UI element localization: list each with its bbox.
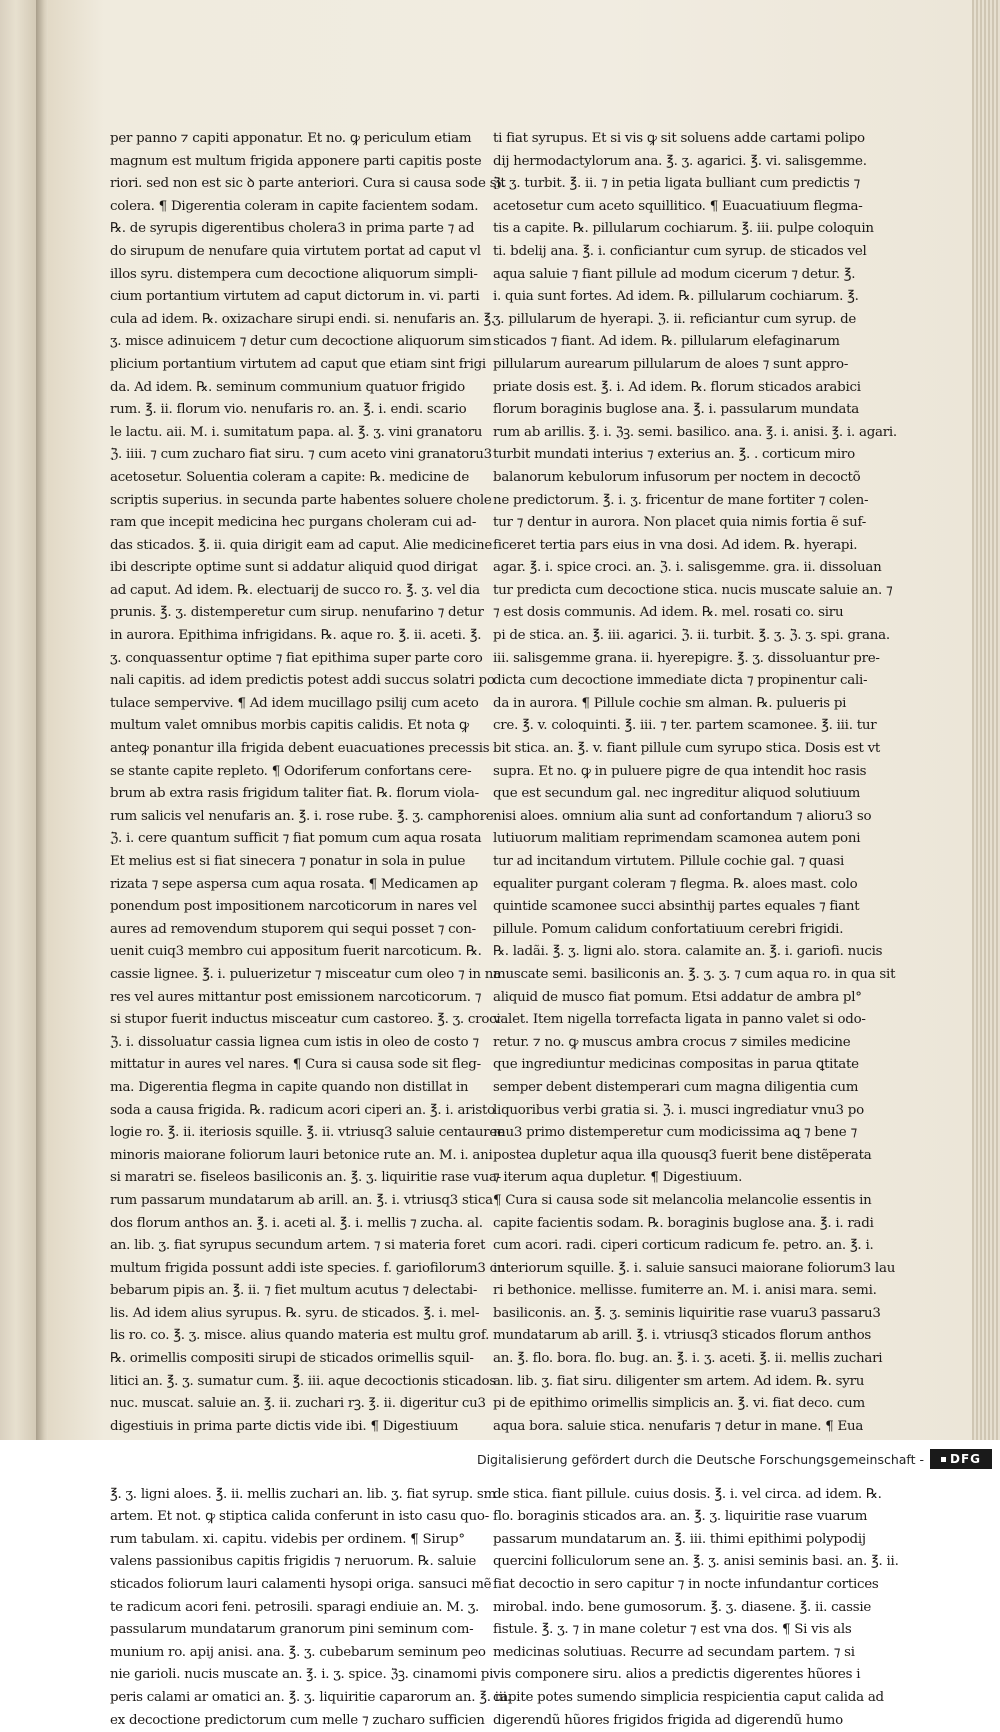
text-line: turbit mundati interius ⁊ exterius an. ℥. . corticum miro [493, 447, 855, 463]
text-line: pillule. Pomum calidum confortatiuum cerebri frigidi. [493, 921, 844, 937]
text-line: semper debent distemperari cum magna diligentia cum [493, 1079, 859, 1095]
text-line: litici an. ℥. ʒ. sumatur cum. ℥. iii. aque decoctionis sticados [110, 1373, 496, 1389]
text-line: digerendũ hũores frigidos frigida ad digerendũ humo [493, 1712, 843, 1728]
text-line: magnum est multum frigida apponere parti capitis poste [110, 153, 482, 169]
text-line: fiat decoctio in sero capitur ⁊ in nocte infundantur cortices [493, 1577, 879, 1592]
text-line: aures ad removendum stuporem qui sequi posset ⁊ con- [110, 921, 476, 937]
previous-page-text-fragment [0, 160, 32, 760]
text-line: ne predictorum. ℥. i. ʒ. fricentur de mane fortiter ⁊ colen- [493, 492, 869, 508]
text-line: capite potes sumendo simplicia respicientia caput calida ad [493, 1689, 884, 1705]
text-line: aliquid de musco fiat pomum. Etsi addatur de ambra pl° [493, 989, 862, 1005]
text-line: ʒ. misce adinuicem ⁊ detur cum decoctione aliquorum sim [110, 334, 492, 350]
text-line: quercini folliculorum sene an. ℥. ʒ. anisi seminis basi. an. ℥. ii. [493, 1554, 899, 1570]
text-line: cum acori. radi. ciperi corticum radicum fe. petro. an. ℥. i. [493, 1238, 874, 1254]
text-line: ℨ. i. dissoluatur cassia lignea cum istis in oleo de costo ⁊ [110, 1034, 479, 1050]
text-line: pillularum aurearum pillularum de aloes ⁊ sunt appro- [493, 356, 849, 372]
text-line: supra. Et no. ꝙ in puluere pigre de qua intendit hoc rasis [493, 763, 867, 779]
text-line: tur ad incitandum virtutem. Pillule cochie gal. ⁊ quasi [493, 854, 845, 869]
text-line: scriptis superius. in secunda parte habentes soluere chole [110, 492, 492, 508]
text-line: anteꝙ ponantur illa frigida debent euacuationes precessis [110, 741, 490, 757]
text-line: ad caput. Ad idem. ℞. electuarij de succo ro. ℥. ʒ. vel dia [110, 582, 480, 598]
text-line: postea dupletur aqua illa quousq3 fuerit bene distẽperata [493, 1147, 872, 1163]
text-line: prunis. ℥. ʒ. distemperetur cum sirup. nenufarino ⁊ detur [110, 605, 484, 621]
text-line: soda a causa frigida. ℞. radicum acori ciperi an. ℥. i. aristo [110, 1102, 495, 1118]
text-line: plicium portantium virtutem ad caput que etiam sint frigi [110, 356, 486, 372]
text-line: pi de stica. an. ℥. iii. agarici. ℨ. ii. turbit. ℥. ʒ. ℨ. ʒ. spi. grana. [493, 628, 890, 644]
text-line: minoris maiorane foliorum lauri betonice rute an. M. i. ani [110, 1147, 493, 1163]
text-line: ⁊ iterum aqua dupletur. ¶ Digestiuum. [493, 1170, 743, 1186]
text-line: ¶ Cura si causa sode sit melancolia melancolie essentis in [493, 1192, 872, 1208]
text-line: rum salicis vel nenufaris an. ℥. i. rose rube. ℥. ʒ. camphore [110, 808, 494, 824]
text-line: mu3 primo distemperetur cum modicissima aꝗ ⁊ bene ⁊ [493, 1125, 857, 1141]
text-line: ⁊ est dosis communis. Ad idem. ℞. mel. rosati co. siru [493, 605, 844, 621]
text-line: an. lib. ʒ. fiat syrupus secundum artem. ⁊ si materia foret [110, 1238, 486, 1254]
text-line: bebarum pipis an. ℥. ii. ⁊ fiet multum acutus ⁊ delectabi- [110, 1283, 478, 1299]
text-line: ma. Digerentia flegma in capite quando non distillat in [110, 1079, 469, 1095]
text-line: ℥. ʒ. ligni aloes. ℥. ii. mellis zuchari an. lib. ʒ. fiat syrup. sm [110, 1486, 496, 1502]
text-line: ℞. orimellis compositi sirupi de sticados orimellis squil- [110, 1351, 474, 1367]
text-line: rum ab arillis. ℥. i. ℨꝫ. semi. basilico. ana. ℥. i. anisi. ℥. i. agari. [493, 424, 897, 440]
text-line: ponendum post impositionem narcoticorum in nares vel [110, 899, 477, 915]
text-line: rizata ⁊ sepe aspersa cum aqua rosata. ¶ Medicamen ap [110, 876, 478, 892]
text-line: tulace sempervive. ¶ Ad idem mucillago psilij cum aceto [110, 695, 479, 711]
text-line: lis ro. co. ℥. ʒ. misce. alius quando materia est multu grof. [110, 1328, 490, 1344]
text-line: digestiuis in prima parte dictis vide ibi. ¶ Digestiuum [110, 1418, 459, 1434]
text-line: rum. ℥. ii. florum vio. nenufaris ro. an. ℥. i. endi. scario [110, 402, 467, 418]
left-text-column [110, 128, 511, 1732]
footer-bar [0, 1440, 1000, 1479]
text-line: ram que incepit medicina hec purgans choleram cui ad- [110, 515, 477, 531]
text-line: ℨ. i. cere quantum sufficit ⁊ fiat pomum cum aqua rosata [110, 831, 482, 847]
right-text-column [493, 128, 899, 1732]
text-line: mittatur in aures vel nares. ¶ Cura si causa sode sit fleg- [110, 1057, 481, 1073]
text-line: medicinas solutiuas. Recurre ad secundam partem. ⁊ si [493, 1644, 855, 1660]
text-line: vis componere siru. alios a predictis digerentes hũores i [493, 1667, 861, 1683]
text-line: uenit cuiq3 membro cui appositum fuerit narcoticum. ℞. [110, 944, 482, 960]
text-line: quintide scamonee succi absinthij partes equales ⁊ fiant [493, 899, 860, 915]
text-line: an. lib. ʒ. fiat siru. diligenter sm artem. Ad idem. ℞. syru [493, 1373, 865, 1389]
text-line: multum frigida possunt addi iste species. f. gariofilorum3 cu [110, 1260, 506, 1276]
text-line: se stante capite repleto. ¶ Odoriferum confortans cere- [110, 763, 472, 779]
text-line: balanorum kebulorum infusorum per noctem in decoctõ [493, 469, 861, 485]
text-line: tis a capite. ℞. pillularum cochiarum. ℥. iii. pulpe coloquin [493, 221, 874, 237]
text-line: que est secundum gal. nec ingreditur aliquod solutiuum [493, 786, 861, 802]
text-line: do sirupum de nenufare quia virtutem portat ad caput vl [110, 243, 481, 259]
text-line: ℞. de syrupis digerentibus cholera3 in prima parte ⁊ ad [110, 221, 475, 237]
text-line: valens passionibus capitis frigidis ⁊ neruorum. ℞. saluie [110, 1554, 477, 1570]
text-line: ℨ. ʒ. turbit. ℥. ii. ⁊ in petia ligata bulliant cum predictis ⁊ [493, 176, 860, 192]
text-line: de stica. fiant pillule. cuius dosis. ℥. i. vel circa. ad idem. ℞. [493, 1486, 882, 1502]
text-line: aqua bora. saluie stica. nenufaris ⁊ detur in mane. ¶ Eua [493, 1418, 864, 1434]
text-line: nie garioli. nucis muscate an. ℥. i. ʒ. spice. ℨꝫ. cinamomi pi [110, 1667, 494, 1683]
text-line: ℞. ladãi. ℥. ʒ. ligni alo. stora. calamite an. ℥. i. gariofi. nucis [493, 944, 883, 960]
text-line: si maratri se. fiseleos basiliconis an. ℥. ʒ. liquiritie rase vua- [110, 1170, 502, 1186]
text-line: cassie lignee. ℥. i. puluerizetur ⁊ misceatur cum oleo ⁊ in na [110, 966, 501, 982]
text-line: peris calami ar omatici an. ℥. ʒ. liquiritie caparorum an. ℥. iii. [110, 1689, 511, 1705]
text-line: cula ad idem. ℞. oxizachare sirupi endi. si. nenufaris an. ℥. [110, 311, 495, 327]
text-line: illos syru. distempera cum decoctione aliquorum simpli- [110, 266, 478, 282]
text-line: agar. ℥. i. spice croci. an. ℨ. i. salisgemme. gra. ii. dissoluan [493, 560, 882, 576]
text-line: cium portantium virtutem ad caput dictorum in. vi. parti [110, 289, 480, 305]
previous-page-edge [0, 0, 40, 1440]
text-line: da. Ad idem. ℞. seminum communium quatuor frigido [110, 379, 465, 395]
text-line: que ingrediuntur medicinas compositas in parua ꝗtitate [493, 1057, 859, 1073]
funding-credit: Digitalisierung gefördert durch die Deutsche Forschungsgemeinschaft - [476, 1452, 924, 1467]
text-line: lutiuorum malitiam reprimendam scamonea autem poni [493, 831, 861, 847]
text-line: flo. boraginis sticados ara. an. ℥. ʒ. liquiritie rase vuarum [493, 1509, 868, 1525]
text-line: aqua saluie ⁊ fiant pillule ad modum cicerum ⁊ detur. ℥. [493, 266, 856, 282]
text-line: rum tabulam. xi. capitu. videbis per ordinem. ¶ Sirup° [110, 1531, 465, 1547]
dfg-logo [930, 1449, 992, 1469]
text-line: cre. ℥. v. coloquinti. ℥. iii. ⁊ ter. partem scamonee. ℥. iii. tur [493, 718, 877, 734]
text-line: passularum mundatarum granorum pini seminum com- [110, 1622, 474, 1638]
text-line: si stupor fuerit inductus misceatur cum castoreo. ℥. ʒ. croci [110, 1012, 501, 1028]
text-line: colera. ¶ Digerentia coleram in capite facientem sodam. [110, 198, 479, 214]
text-line: ri bethonice. mellisse. fumiterre an. M. i. anisi mara. semi. [493, 1283, 877, 1299]
text-line: nisi aloes. omnium alia sunt ad confortandum ⁊ alioru3 so [493, 808, 872, 824]
text-line: te radicum acori feni. petrosili. sparagi endiuie an. M. ʒ. [110, 1599, 480, 1615]
text-line: nuc. muscat. saluie an. ℥. ii. zuchari rꝫ. ℥. ii. digeritur cu3 [110, 1396, 486, 1412]
text-line: liquoribus verbi gratia si. ℨ. i. musci ingrediatur vnu3 po [493, 1102, 864, 1118]
text-line: sticados foliorum lauri calamenti hysopi origa. sansuci mẽ [110, 1577, 492, 1592]
text-line: an. ℥. flo. bora. flo. bug. an. ℥. i. ʒ. aceti. ℥. ii. mellis zuchari [493, 1351, 883, 1367]
text-line: le lactu. aii. M. i. sumitatum papa. al. ℥. ʒ. vini granatoru [110, 424, 483, 440]
text-line: iii. salisgemme grana. ii. hyerepigre. ℥. ʒ. dissoluantur pre- [493, 650, 880, 666]
text-line: retur. ⁊ no. ꝙ muscus ambra crocus ⁊ similes medicine [493, 1034, 851, 1050]
text-line: per panno ⁊ capiti apponatur. Et no. ꝙ periculum etiam [110, 131, 472, 146]
dfg-logo-label: DFG [949, 1452, 981, 1466]
text-line: ex decoctione predictorum cum melle ⁊ zucharo sufficien [110, 1712, 485, 1728]
text-line: dos florum anthos an. ℥. i. aceti al. ℥. i. mellis ⁊ zucha. al. [110, 1215, 483, 1231]
text-line: munium ro. apij anisi. ana. ℥. ʒ. cubebarum seminum peo [110, 1644, 486, 1660]
text-line: tur predicta cum decoctione stica. nucis muscate saluie an. ⁊ [493, 582, 893, 598]
text-line: logie ro. ℥. ii. iteriosis squille. ℥. ii. vtriusq3 saluie centauree [110, 1125, 505, 1141]
text-line: mirobal. indo. bene gumosorum. ℥. ʒ. diasene. ℥. ii. cassie [493, 1599, 872, 1615]
text-line: acetosetur. Soluentia coleram a capite: ℞. medicine de [110, 469, 470, 485]
text-line: ti fiat syrupus. Et si vis ꝙ sit soluens adde cartami polipo [493, 131, 865, 146]
text-line: ti. bdelij ana. ℥. i. conficiantur cum syrup. de sticados vel [493, 243, 867, 259]
text-line: ʒ. pillularum de hyerapi. ℨ. ii. reficiantur cum syrup. de [493, 311, 857, 327]
text-line: basiliconis. an. ℥. ʒ. seminis liquiritie rase vuaru3 passaru3 [493, 1305, 881, 1321]
text-line: valet. Item nigella torrefacta ligata in panno valet si odo- [493, 1012, 866, 1028]
text-line: acetosetur cum aceto squillitico. ¶ Euacuatiuum flegma- [493, 198, 863, 214]
text-line: capite facientis sodam. ℞. boraginis buglose ana. ℥. i. radi [493, 1215, 874, 1231]
text-line: in aurora. Epithima infrigidans. ℞. aque ro. ℥. ii. aceti. ℥. [110, 628, 482, 644]
text-line: nali capitis. ad idem predictis potest addi succus solatri po [110, 673, 495, 689]
text-line: multum valet omnibus morbis capitis calidis. Et nota ꝙ [110, 718, 469, 734]
text-line: tur ⁊ dentur in aurora. Non placet quia nimis fortia ẽ suf- [493, 515, 867, 531]
text-line: Et melius est si fiat sinecera ⁊ ponatur in sola in pulue [110, 854, 466, 869]
text-line: equaliter purgant coleram ⁊ flegma. ℞. aloes mast. colo [493, 876, 858, 892]
text-line: lis. Ad idem alius syrupus. ℞. syru. de sticados. ℥. i. mel- [110, 1305, 480, 1321]
text-line: passarum mundatarum an. ℥. iii. thimi epithimi polypodij [493, 1531, 866, 1547]
text-line: ibi descripte optime sunt si addatur aliquid quod dirigat [110, 560, 478, 576]
text-line: ʒ. conquassentur optime ⁊ fiat epithima super parte coro [110, 650, 483, 666]
text-line: priate dosis est. ℥. i. Ad idem. ℞. florum sticados arabici [493, 379, 861, 395]
text-line: das sticados. ℥. ii. quia dirigit eam ad caput. Alie medicine [110, 537, 493, 553]
text-line: interiorum squille. ℥. i. saluie sansuci maiorane foliorum3 lau [493, 1260, 896, 1276]
text-line: pi de epithimo orimellis simplicis an. ℥. vi. fiat deco. cum [493, 1396, 865, 1412]
logo-mark-icon [941, 1457, 946, 1462]
text-line: florum boraginis buglose ana. ℥. i. passularum mundata [493, 402, 860, 418]
text-line: i. quia sunt fortes. Ad idem. ℞. pillularum cochiarum. ℥. [493, 289, 859, 305]
text-line: artem. Et not. ꝙ stiptica calida conferunt in isto casu quo- [110, 1509, 489, 1525]
text-line: ficeret tertia pars eius in vna dosi. Ad idem. ℞. hyerapi. [493, 537, 858, 553]
text-line: sticados ⁊ fiant. Ad idem. ℞. pillularum elefaginarum [493, 334, 840, 350]
text-line: dicta cum decoctione immediate dicta ⁊ propinentur cali- [493, 673, 868, 689]
text-line: muscate semi. basiliconis an. ℥. ʒ. ʒ. ⁊ cum aqua ro. in qua sit [493, 966, 896, 982]
text-line: riori. sed non est sic ꝺ parte anteriori. Cura si causa sode sit [110, 176, 506, 192]
text-line: fistule. ℥. ʒ. ⁊ in mane coletur ⁊ est vna dos. ¶ Si vis als [493, 1622, 852, 1638]
text-line: dij hermodactylorum ana. ℥. ʒ. agarici. ℥. vi. salisgemme. [493, 153, 867, 169]
text-line: brum ab extra rasis frigidum taliter fiat. ℞. florum viola- [110, 786, 479, 802]
page-stack-edge [972, 0, 1000, 1440]
text-line: rum passarum mundatarum ab arill. an. ℥. i. vtriusq3 stica [110, 1192, 493, 1208]
text-line: da in aurora. ¶ Pillule cochie sm alman. ℞. pulueris pi [493, 695, 847, 711]
text-line: res vel aures mittantur post emissionem narcoticorum. ⁊ [110, 989, 482, 1005]
text-line: ℨ. iiii. ⁊ cum zucharo fiat siru. ⁊ cum aceto vini granatoru3 [110, 447, 492, 463]
text-line: bit stica. an. ℥. v. fiant pillule cum syrupo stica. Dosis est vt [493, 741, 881, 757]
text-line: mundatarum ab arill. ℥. i. vtriusq3 sticados florum anthos [493, 1328, 872, 1344]
